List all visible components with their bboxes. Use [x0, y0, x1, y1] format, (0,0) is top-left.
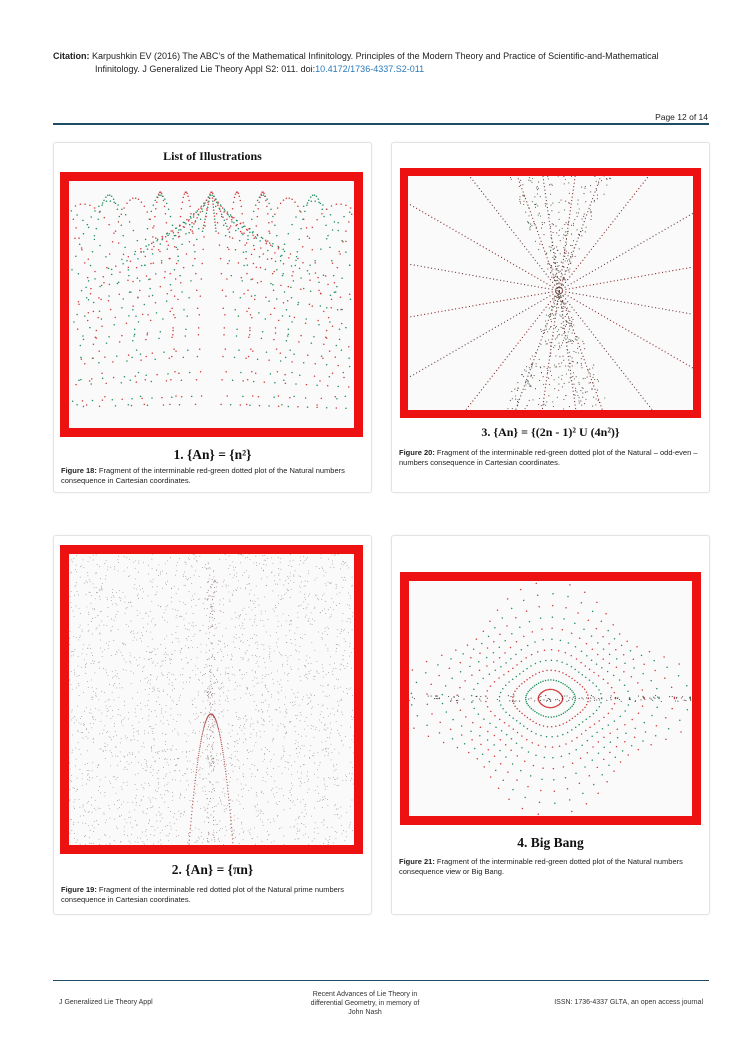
citation-line1: Karpushkin EV (2016) The ABC’s of the Mathematical Infinitology. Principles of the Modern Theory and Practice of Scientific-and-Mathematical [92, 51, 659, 61]
list-title: List of Illustrations [163, 149, 262, 163]
footer-issue-line: John Nash [348, 1009, 382, 1016]
footer-issue [280, 990, 450, 1017]
figure-card-18 [53, 142, 372, 493]
citation [53, 50, 713, 76]
citation-line2: Infinitology. J Generalized Lie Theory Appl S2: 011. doi: [95, 64, 316, 74]
plot-dots [71, 191, 353, 409]
plot-dots [410, 176, 693, 410]
caption-text: Fragment of the interminable red-green dotted plot of the Natural – odd-even – numbers consequence in Cartesian coordinates. [399, 448, 698, 467]
figure-caption [399, 857, 704, 877]
figure-frame [60, 545, 363, 854]
figure-caption [61, 885, 366, 905]
figure-caption [399, 448, 704, 468]
plot-dots [69, 554, 354, 845]
caption-number: Figure 21: [399, 857, 435, 866]
footer-journal: J Generalized Lie Theory Appl [59, 999, 153, 1006]
footer-issn: ISSN: 1736-4337 GLTA, an open access journal [554, 999, 703, 1006]
caption-number: Figure 19: [61, 885, 97, 894]
footer-issue-line: differential Geometry, in memory of [310, 1000, 420, 1007]
figure-label: 1. {An} = {n²} [173, 447, 252, 462]
page-number: Page 12 of 14 [655, 112, 708, 122]
plot-big-bang [409, 581, 692, 816]
figure-frame [400, 572, 701, 825]
footer-rule [53, 980, 709, 981]
plot-primes [69, 554, 354, 845]
caption-text: Fragment of the interminable red dotted plot of the Natural prime numbers consequence in Cartesian coordinates. [61, 885, 345, 904]
figure-label: 2. {An} = {πn} [171, 862, 254, 877]
caption-number: Figure 18: [61, 466, 97, 475]
doi-link[interactable]: 10.4172/1736-4337.S2-011 [315, 64, 425, 74]
figure-frame [400, 168, 701, 418]
citation-label: Citation: [53, 51, 90, 61]
plot-n-squared [69, 181, 354, 428]
figure-card-19 [53, 535, 372, 915]
figure-label: 4. Big Bang [517, 835, 584, 850]
plot-dots [409, 583, 691, 815]
caption-text: Fragment of the interminable red-green dotted plot of the Natural numbers consequence view or Big Bang. [399, 857, 683, 876]
figure-label: 3. {An} = {(2n - 1)² U (4n²)} [481, 425, 620, 439]
footer-issue-line: Recent Advances of Lie Theory in [312, 991, 418, 998]
figure-caption [61, 466, 366, 486]
figure-card-20 [391, 142, 710, 493]
figure-card-21 [391, 535, 710, 915]
plot-odd-even [408, 176, 693, 410]
caption-number: Figure 20: [399, 448, 435, 457]
figure-frame [60, 172, 363, 437]
header-rule [53, 123, 709, 125]
caption-text: Fragment of the interminable red-green dotted plot of the Natural numbers consequence in Cartesian coordinates. [61, 466, 345, 485]
